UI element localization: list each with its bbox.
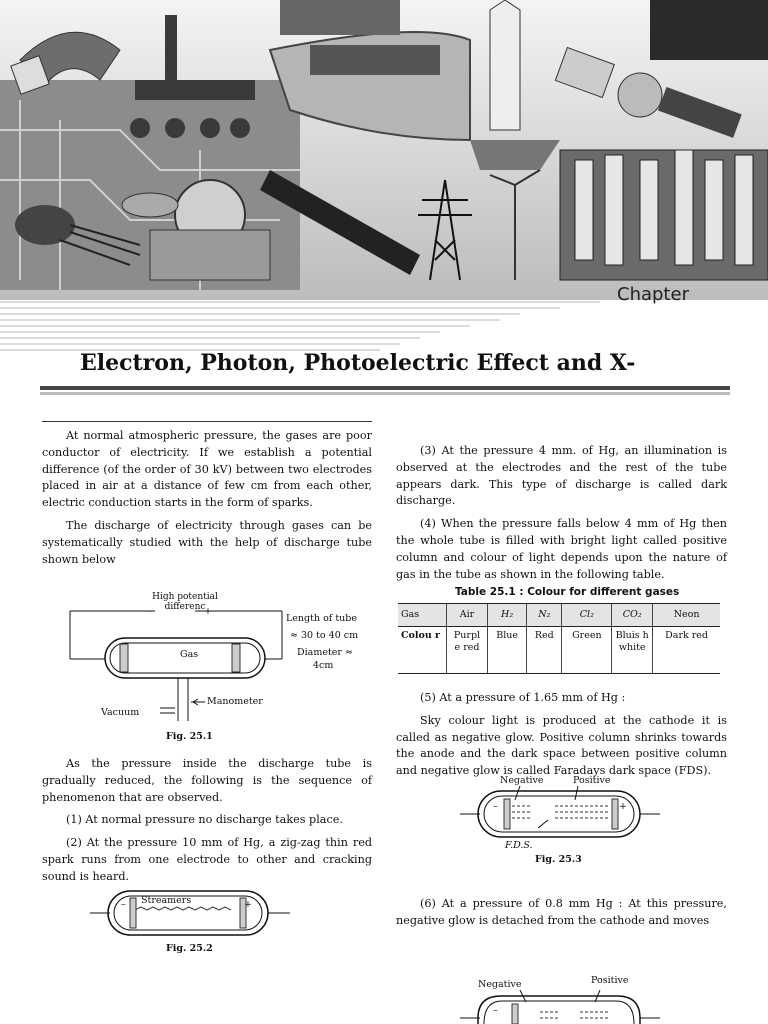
diameter-value: 4cm <box>313 660 334 671</box>
plus-terminal-label: + <box>204 606 212 617</box>
table-header-row <box>398 604 720 627</box>
paragraph: (3) At the pressure 4 mm. of Hg, an illumination is observed at the electrodes and the rest of the tube appears dark. This type of discharge is called dark discharge. <box>396 444 727 508</box>
length-label: Length of tube <box>286 613 357 624</box>
table-cell: Neon <box>653 604 720 627</box>
table-cell: Air <box>447 604 488 627</box>
paragraph: As the pressure inside the discharge tube is gradually reduced, the following is the sequence of phenomenon that are observed. <box>42 757 372 804</box>
plus-terminal-label: + <box>244 899 252 910</box>
chapter-title: Electron, Photon, Photoelectric Effect and X- <box>80 350 636 376</box>
negative-glow-tube-diagram <box>460 786 660 842</box>
left-column-bottom <box>42 756 372 892</box>
right-column-bottom <box>396 896 727 936</box>
table-cell: Red <box>527 627 562 674</box>
paragraph: The discharge of electricity through gases can be systematically studied with the help of discharge tube shown below <box>42 518 372 566</box>
positive-column-label: Positive <box>591 975 629 986</box>
gas-label: Gas <box>180 649 199 660</box>
column-rule <box>42 421 372 422</box>
table-cell: Dark red <box>653 627 720 674</box>
paragraph: (2) At the pressure 10 mm of Hg, a zig-zag thin red spark runs from one electrode to other and cracking sound is heard. <box>42 836 372 883</box>
table-cell: Green <box>562 627 612 674</box>
paragraph: (6) At a pressure of 0.8 mm Hg : At this pressure, negative glow is detached from the cathode and moves <box>396 897 727 927</box>
rocket-illustration <box>490 0 520 130</box>
table-cell: H₂ <box>488 604 527 627</box>
table-caption: Table 25.1 : Colour for different gases <box>455 586 680 598</box>
high-potential-label: High potential differenc <box>152 592 218 612</box>
table-cell: N₂ <box>527 604 562 627</box>
substation-illustration <box>560 150 768 280</box>
chapter-banner-illustration <box>0 0 768 300</box>
vacuum-label: Vacuum <box>101 707 140 718</box>
table-cell: Cl₂ <box>562 604 612 627</box>
table-cell: Colou r <box>398 627 447 674</box>
positive-column-label: Positive <box>573 775 611 786</box>
minus-terminal-label: – <box>121 899 126 910</box>
minus-terminal-label: – <box>493 1005 498 1016</box>
paragraph: (1) At normal pressure no discharge takes place. <box>66 813 343 827</box>
plus-terminal-label: + <box>619 801 627 812</box>
paragraph: (5) At a pressure of 1.65 mm of Hg : <box>420 691 626 704</box>
figure-caption: Fig. 25.1 <box>166 731 213 742</box>
right-column-top <box>396 443 727 589</box>
manometer-label: Manometer <box>207 696 263 707</box>
figure-caption: Fig. 25.2 <box>166 943 213 954</box>
table-cell: CO₂ <box>612 604 653 627</box>
gas-colour-table <box>398 603 720 674</box>
length-value: ≈ 30 to 40 cm <box>290 630 359 641</box>
table-cell: Gas <box>398 604 447 627</box>
minus-terminal-label: – <box>147 606 152 617</box>
diameter-label: Diameter ≈ <box>297 647 353 658</box>
detached-glow-tube-diagram <box>460 990 660 1024</box>
right-column-middle <box>396 690 727 786</box>
table-row <box>398 627 720 674</box>
minus-terminal-label: – <box>493 801 498 812</box>
title-rule <box>40 386 730 398</box>
left-column-top <box>42 428 372 574</box>
table-cell: Purpl e red <box>447 627 488 674</box>
figure-caption: Fig. 25.3 <box>535 854 582 865</box>
fds-label: F.D.S. <box>505 840 533 851</box>
negative-glow-label: Negative <box>500 775 544 786</box>
chapter-label: Chapter <box>617 284 689 305</box>
streamers-label: Streamers <box>141 895 192 906</box>
table-cell: Bluis h white <box>612 627 653 674</box>
table-cell: Blue <box>488 627 527 674</box>
paragraph: (4) When the pressure falls below 4 mm of Hg then the whole tube is filled with bright light called positive column and colour of light depends upon the nature of gas in the tube as shown in the following table. <box>396 517 727 581</box>
transistor-illustration <box>15 205 75 245</box>
negative-glow-label: Negative <box>478 979 522 990</box>
paragraph: At normal atmospheric pressure, the gases are poor conductor of electricity. If we establish a potential difference (of the order of 30 kV) between two electrodes placed in air at a distance of few cm from each other, electric conduction starts in the form of sparks. <box>42 429 372 510</box>
banner-stripes <box>0 296 768 358</box>
paragraph: Sky colour light is produced at the cathode it is called as negative glow. Positive column shrinks towards the anode and the dark space between positive column and negative glow is called Faradays dark space (FDS). <box>396 713 727 778</box>
